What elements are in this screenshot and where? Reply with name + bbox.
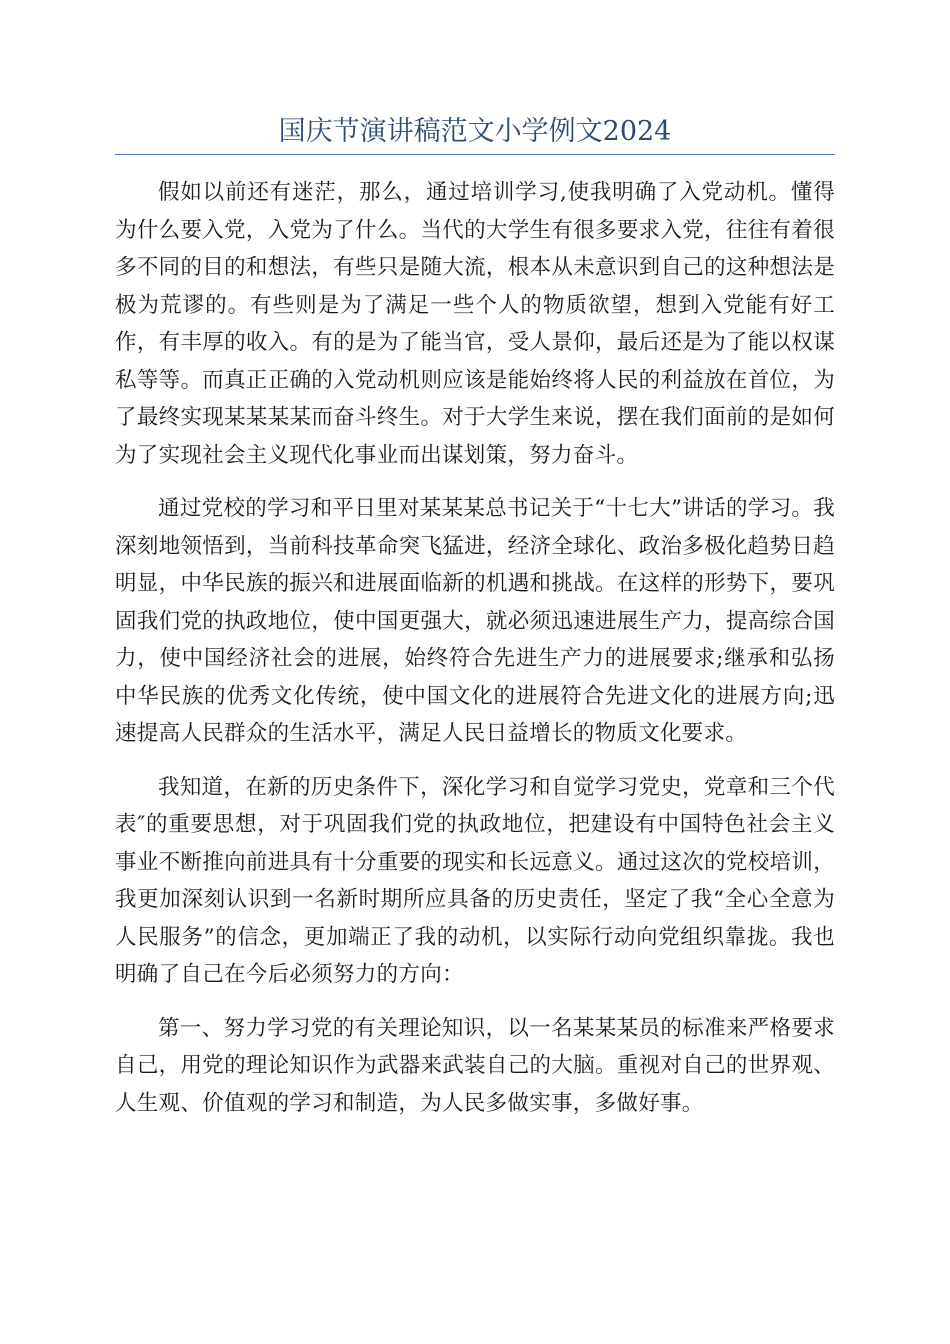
title-underline [115,154,835,155]
document-body [115,174,835,1138]
paragraph-3: 我知道，在新的历史条件下，深化学习和自觉学习党史，党章和三个代表″的重要思想，对于巩固我们党的执政地位，把建设有中国特色社会主义事业不断推向前进具有十分重要的现实和长远意义。通过这次的党校培训，我更加深刻认识到一名新时期所应具备的历史责任，坚定了我“全心全意为人民服务”的信念，更加端正了我的动机，以实际行动向党组织靠拢。我也明确了自己在今后必须努力的方向： [115,774,835,987]
paragraph-4: 第一、努力学习党的有关理论知识，以一名某某某员的标准来严格要求自己，用党的理论知识作为武器来武装自己的大脑。重视对自己的世界观、人生观、价值观的学习和制造，为人民多做实事，多做好事。 [115,1015,835,1116]
paragraph-1: 假如以前还有迷茫，那么，通过培训学习,使我明确了入党动机。懂得为什么要入党，入党为了什么。当代的大学生有很多要求入党，往往有着很多不同的目的和想法，有些只是随大流，根本从未意识到自己的这种想法是极为荒谬的。有些则是为了满足一些个人的物质欲望，想到入党能有好工作，有丰厚的收入。有的是为了能当官，受人景仰，最后还是为了能以权谋私等等。而真正正确的入党动机则应该是能始终将人民的利益放在首位，为了最终实现某某某某而奋斗终生。对于大学生来说，摆在我们面前的是如何为了实现社会主义现代化事业而出谋划策，努力奋斗。 [115,180,835,468]
paragraph-2: 通过党校的学习和平日里对某某某总书记关于“十七大”讲话的学习。我深刻地领悟到，当前科技革命突飞猛进，经济全球化、政治多极化趋势日趋明显，中华民族的振兴和进展面临新的机遇和挑战。在这样的形势下，要巩固我们党的执政地位，使中国更强大，就必须迅速进展生产力，提高综合国力，使中国经济社会的进展，始终符合先进生产力的进展要求;继承和弘扬中华民族的优秀文化传统，使中国文化的进展符合先进文化的进展方向;迅速提高人民群众的生活水平，满足人民日益增长的物质文化要求。 [115,496,835,746]
document-title: 国庆节演讲稿范文小学例文2024 [278,116,672,147]
